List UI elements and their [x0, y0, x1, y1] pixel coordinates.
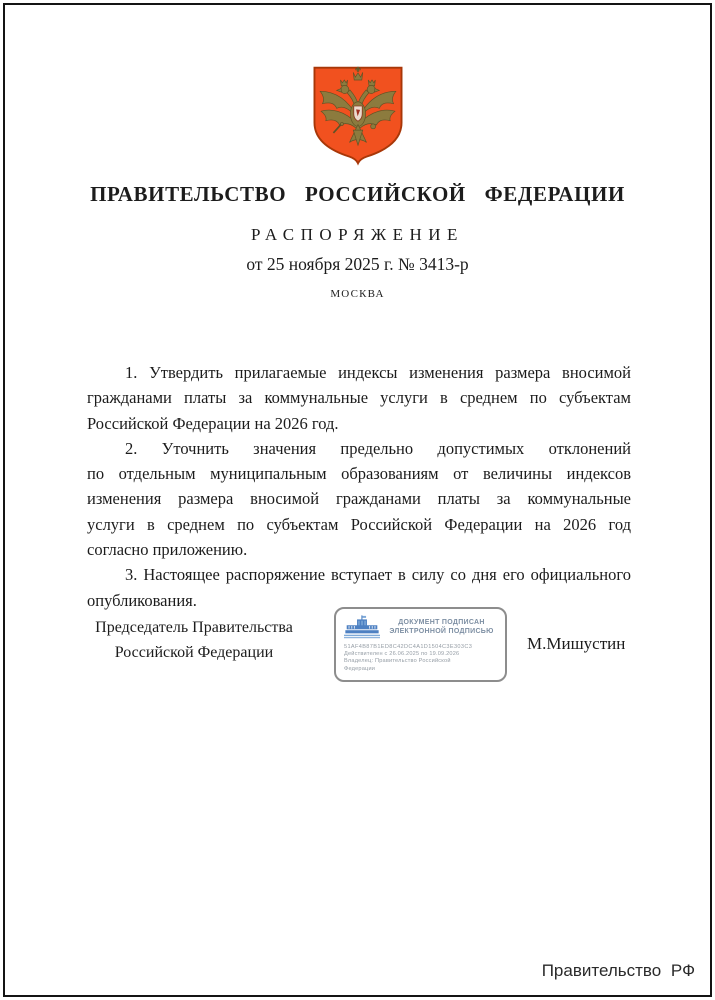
signatory-name: М.Мишустин: [527, 634, 626, 653]
stamp-validity: Действителен с 26.06.2025 по 19.09.2026: [344, 651, 460, 658]
paragraph-1-line: Российской Федерации на 2026 год.: [87, 413, 339, 433]
government-title: ПРАВИТЕЛЬСТВО РОССИЙСКОЙ ФЕДЕРАЦИИ: [90, 182, 625, 206]
paragraph-2-line: услуги в среднем по субъектам Российской Федерации на 2026 год: [87, 514, 631, 534]
signatory-position-line1: Председатель Правительства: [95, 619, 293, 636]
date-and-number: от 25 ноября 2025 г. № 3413-р: [246, 254, 469, 274]
paragraph-2-line: по отдельным муниципальным образованиям от величины индексов: [87, 464, 631, 484]
stamp-title-line2: ЭЛЕКТРОННОЙ ПОДПИСЬЮ: [389, 627, 494, 635]
document-type-label: РАСПОРЯЖЕНИЕ: [251, 225, 464, 244]
electronic-signature-stamp: [334, 607, 507, 682]
city-label: МОСКВА: [330, 288, 385, 300]
stamp-title: [386, 619, 497, 636]
stamp-owner-line2: Федерации: [344, 665, 376, 672]
stamp-owner-line1: Владелец: Правительство Российской: [344, 658, 451, 665]
paragraph-3-line: 3. Настоящее распоряжение вступает в силу со дня его официального: [125, 565, 631, 585]
paragraph-1-line: гражданами платы за коммунальные услуги в среднем по субъектам: [87, 388, 631, 408]
paragraph-2-line: 2. Уточнить значения предельно допустимых отклонений: [125, 438, 631, 458]
paragraph-3-line: опубликования.: [87, 590, 197, 610]
decree-body: [87, 360, 631, 613]
source-watermark: Правительство РФ: [541, 961, 695, 980]
paragraph-1-line: 1. Утвердить прилагаемые индексы изменения размера вносимой: [125, 363, 631, 382]
paragraph-2-line: согласно приложению.: [87, 540, 248, 560]
paragraph-2-line: изменения размера вносимой гражданами платы за коммунальные: [87, 489, 631, 509]
russia-coat-of-arms-icon: [305, 62, 411, 168]
signatory-position-line2: Российской Федерации: [114, 644, 274, 661]
government-building-icon: [344, 615, 380, 640]
signatory-position: [87, 615, 301, 665]
stamp-certificate-number: 51AF4B87B1ED8C42DC4A1D1504C3E303C3: [344, 644, 473, 650]
stamp-header: [344, 615, 497, 640]
stamp-details: [344, 644, 497, 673]
stamp-title-line1: ДОКУМЕНТ ПОДПИСАН: [398, 619, 485, 626]
